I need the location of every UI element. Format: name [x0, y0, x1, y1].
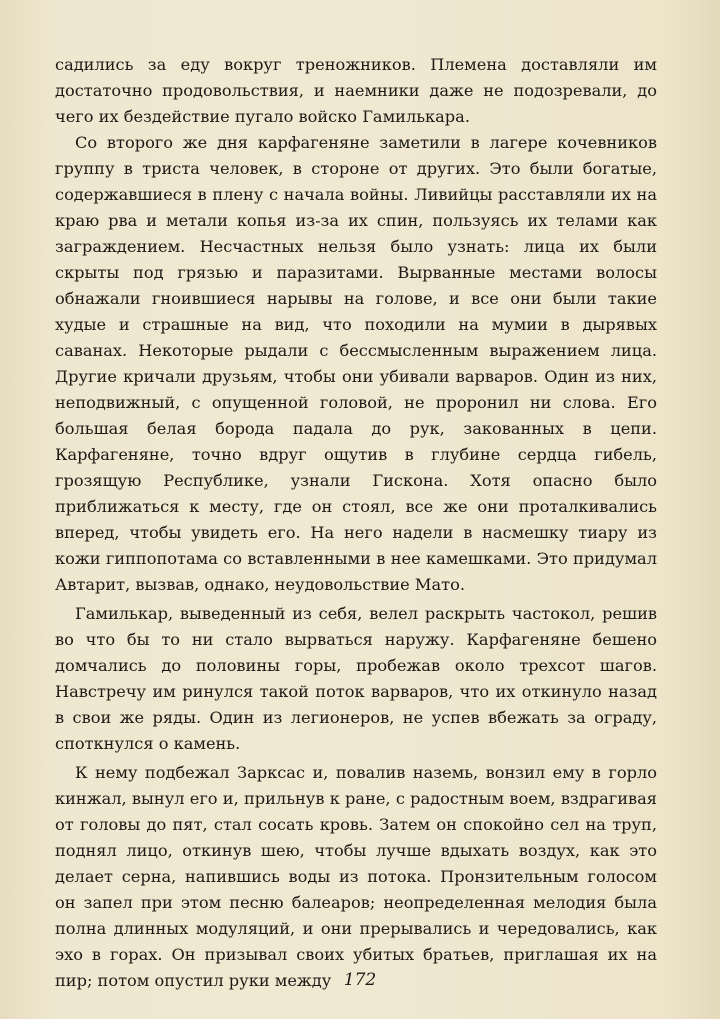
paragraph-4: К нему подбежал Зарксас и, повалив наземь, вонзил ему в горло кинжал, вынул его и, прильнув к ране, с радостным воем, вздрагивая от головы до пят, стал сосать кровь. Затем он спокойно сел на труп, поднял лицо, откинув шею, чтобы лучше вдыхать воздух, как это делает серна, напившись воды из потока. Пронзительным голосом он запел при этом песню балеаров; неопределенная мелодия была полна длинных модуляций, и они прерывались и чередовались, как эхо в горах. Он призывал своих убитых братьев, приглашая их на пир; потом опустил руки между	[55, 763, 657, 990]
paragraph-3: Гамилькар, выведенный из себя, велел раскрыть частокол, решив во что бы то ни стало вырваться наружу. Карфагеняне бешено домчались до половины горы, пробежав около трехсот шагов. Навстречу им ринулся такой поток варваров, что их откинуло назад в свои же ряды. Один из легионеров, не успев вбежать за ограду, споткнулся о камень.	[55, 604, 657, 753]
page-text	[55, 52, 657, 994]
page-number: 172	[343, 970, 377, 990]
paragraph-2: Со второго же дня карфагеняне заметили в лагере кочевников группу в триста человек, в стороне от других. Это были богатые, содержавшиеся в плену с начала войны. Ливийцы расставляли их на краю рва и метали копья из-за их спин, пользуясь их телами как заграждением. Несчастных нельзя было узнать: лица их были скрыты под грязью и паразитами. Вырванные местами волосы обнажали гноившиеся нарывы на голове, и все они были такие худые и страшные на вид, что походили на мумии в дырявых саванах. Некоторые рыдали с бессмысленным выражением лица. Другие кричали друзьям, чтобы они убивали варваров. Один из них, неподвижный, с опущенной головой, не проронил ни слова. Его большая белая борода падала до рук, закованных в цепи. Карфагеняне, точно вдруг ощутив в глубине сердца гибель, грозящую Республике, узнали Гискона. Хотя опасно было приближаться к месту, где он стоял, все же они проталкивались вперед, чтобы увидеть его. На него надели в насмешку тиару из кожи гиппопотама со вставленными в нее камешками. Это придумал Автарит, вызвав, однако, неудовольствие Мато.	[55, 133, 657, 594]
paragraph-1: садились за еду вокруг треножников. Племена доставляли им достаточно продовольствия, и наемники даже не подозревали, до чего их бездействие пугало войско Гамилькара.	[55, 55, 657, 126]
